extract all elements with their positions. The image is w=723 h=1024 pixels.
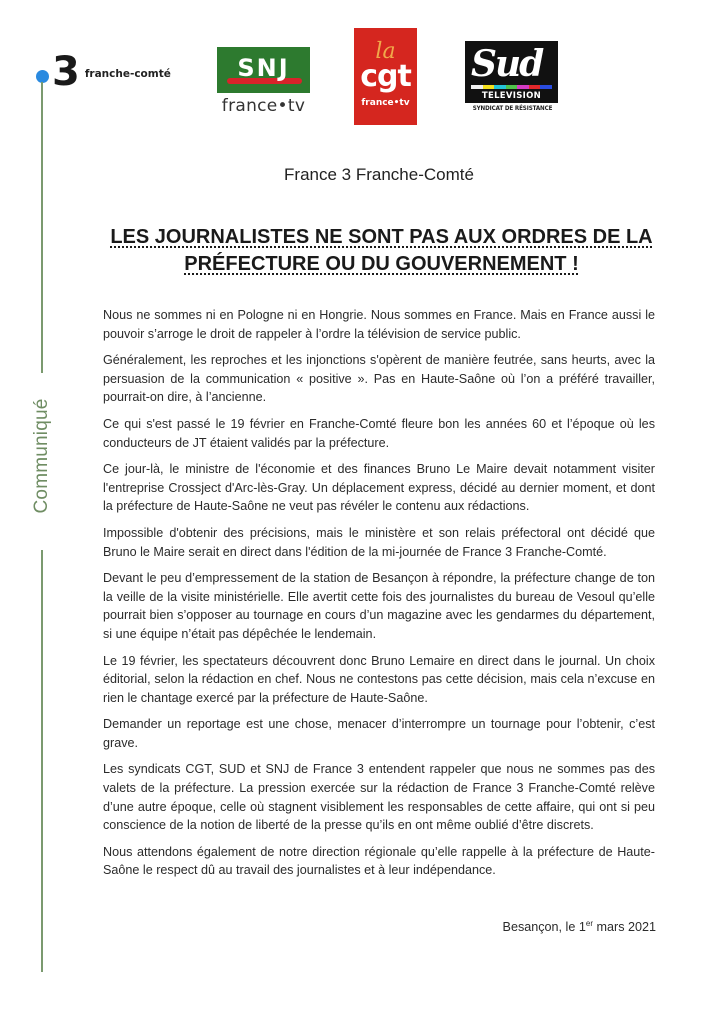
paragraph: Les syndicats CGT, SUD et SNJ de France 3 entendent rappeler que nous ne sommes pas des valets de la préfecture. La pression exercée sur la rédaction de France 3 Franche-Comté relève d’une autre époque, celle où stagnent visiblement les responsables de cette affaire, qui ont si peu conscience de la notion de liberté de la presse qu’ils en ont même oublié d’être discrets. (103, 762, 655, 833)
snj-logo-text: SNJ (237, 54, 290, 82)
cgt-logo-sub: france•tv (361, 98, 410, 108)
signature-prefix: Besançon, le 1 (502, 920, 586, 935)
snj-logo (217, 47, 310, 116)
paragraph: Demander un reportage est une chose, menacer d’interrompre un tournage pour l’obtenir, c’est grave. (103, 717, 655, 750)
cgt-logo (354, 28, 417, 125)
sud-color-stripe (471, 85, 552, 89)
sud-logo (465, 41, 560, 112)
sud-logo-tagline: SYNDICAT DE RÉSISTANCE (472, 105, 553, 112)
rail-line-top (41, 82, 43, 373)
sud-logo-box (465, 41, 558, 103)
signature-date (503, 919, 656, 934)
paragraph: Le 19 février, les spectateurs découvrent donc Bruno Lemaire en direct dans le journal. Un choix éditorial, selon la rédaction en chef. Nous ne contestons pas cette décision, mais cela n’excuse en rien le chantage exercé par la préfecture de Haute-Saône. (103, 653, 655, 705)
signature-superscript: er (585, 919, 593, 928)
sud-logo-text: Sud (471, 43, 543, 85)
signature-suffix: mars 2021 (593, 920, 656, 935)
headline-line-2: PRÉFECTURE OU DU GOUVERNEMENT ! (184, 253, 579, 275)
sud-stripe-segment (506, 85, 518, 89)
cgt-logo-prefix: la (375, 39, 396, 64)
paragraph: Ce qui s'est passé le 19 février en Franche-Comté fleure bon les années 60 et l’époque où les conducteurs de JT étaient validés par la préfecture. (103, 416, 655, 450)
sud-stripe-segment (529, 85, 541, 89)
paragraph: Ce jour-là, le ministre de l'économie et des finances Bruno Le Maire devait notamment visiter l'entreprise Crossject d'Arc-lès-Gray. Un déplacement express, décidé au dernier moment, et dont la préfecture de Haute-Saône ne veut pas révéler le contenu aux rédactions. (103, 462, 655, 514)
rail-line-bottom (41, 550, 43, 972)
sud-stripe-segment (540, 85, 552, 89)
sud-stripe-segment (494, 85, 506, 89)
paragraph: Devant le peu d’empressement de la station de Besançon à répondre, la préfecture change de ton la veille de la visite ministérielle. Elle avertit cette fois des journalistes du bureau de Vesoul qu’elle pourrait bien s’opposer au tournage en cours d’un magazine avec les gendarmes du département, si une équipe n’était pas dépêchée le lendemain. (103, 571, 655, 641)
france3-logo-region: franche-comté (84, 68, 171, 80)
snj-logo-sub: france•tv (221, 96, 306, 116)
communique-label: Communiqué (31, 398, 52, 514)
paragraph: Nous ne sommes ni en Pologne ni en Hongrie. Nous sommes en France. Mais en France aussi le pouvoir s’arroge le droit de rappeler à l’ordre la télévision de service public. (103, 308, 655, 341)
sud-stripe-segment (483, 85, 495, 89)
paragraph: Nous attendons également de notre direction régionale qu’elle rappelle à la préfecture de Haute-Saône le respect dû au travail des journalistes et à leur indépendance. (103, 844, 655, 878)
headline-line-1: LES JOURNALISTES NE SONT PAS AUX ORDRES DE LA (110, 226, 653, 248)
paragraph: Généralement, les reproches et les injonctions s'opèrent de manière feutrée, sans heurts, avec la persuasion de la communication « positive ». Pas en Haute-Saône où l’on a préféré travailler, pourrait-on dire, à l’ancienne. (103, 353, 655, 405)
france3-logo (52, 49, 171, 95)
sud-logo-television: TELEVISION (481, 91, 542, 101)
press-release-body (103, 306, 655, 888)
headline (100, 224, 663, 278)
sud-stripe-segment (471, 85, 483, 89)
snj-logo-box (217, 47, 310, 93)
france3-logo-number: 3 (52, 49, 79, 95)
station-title: France 3 Franche-Comté (284, 165, 474, 184)
paragraph: Impossible d'obtenir des précisions, mais le ministère et son relais préfectoral ont décidé que Bruno le Maire serait en direct dans l'édition de la mi-journée de France 3 Franche-Comté. (103, 525, 655, 559)
sud-stripe-segment (517, 85, 529, 89)
cgt-logo-text: cgt (360, 59, 411, 94)
